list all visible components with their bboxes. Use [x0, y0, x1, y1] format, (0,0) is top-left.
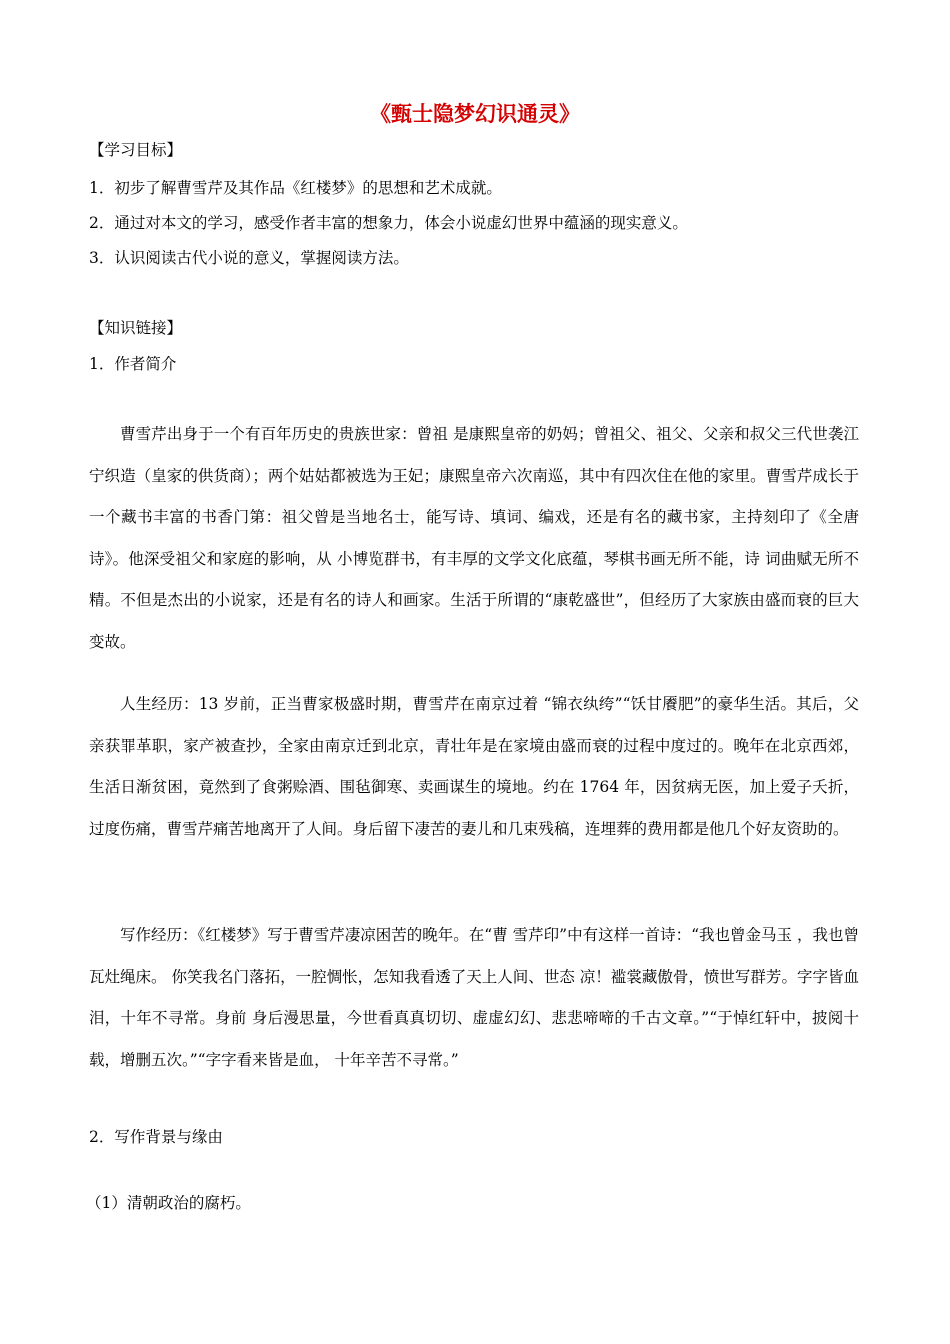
goal-item: 1．初步了解曹雪芹及其作品《红楼梦》的思想和艺术成就。 [89, 179, 502, 197]
writing-experience-paragraph: 写作经历：《红楼梦》写于曹雪芹凄凉困苦的晚年。在“曹 雪芹印”中有这样一首诗：“我也曾金马玉 ，我也曾瓦灶绳床。 你笑我名门落拓，一腔惆怅，怎知我看透了天上人间、世态 凉！褴裳藏傲骨，愤世写群芳。字字皆血泪，十年不寻常。身前 身后漫思量，今世看真真切切、虚虚幻幻、悲悲啼啼的千古文章。”“于悼红轩中，披阅十载，增删五次。”“字字看来皆是血， 十年辛苦不寻常。” [89, 926, 859, 1069]
knowledge-heading: 【知识链接】 [89, 319, 183, 337]
document-title: 《甄士隐梦幻识通灵》 [370, 102, 580, 126]
goals-heading: 【学习目标】 [89, 141, 183, 159]
goal-item: 3．认识阅读古代小说的意义，掌握阅读方法。 [89, 249, 409, 267]
section-item-author: 1．作者简介 [89, 355, 177, 373]
section-item-background: 2．写作背景与缘由 [89, 1128, 223, 1146]
author-bio-paragraph: 曹雪芹出身于一个有百年历史的贵族世家：曾祖 是康熙皇帝的奶妈；曾祖父、祖父、父亲和叔父三代世袭江宁织造（皇家的供货商）；两个姑姑都被选为王妃；康熙皇帝六次南巡，其中有四次住在他的家里。曹雪芹成长于一个藏书丰富的书香门第：祖父曾是当地名士，能写诗、填词、编戏，还是有名的藏书家，主持刻印了《全唐诗》。他深受祖父和家庭的影响，从 小博览群书，有丰厚的文学文化底蕴，琴棋书画无所不能，诗 词曲赋无所不精。不但是杰出的小说家，还是有名的诗人和画家。生活于所谓的“康乾盛世”，但经历了大家族由盛而衰的巨大变故。 [89, 425, 859, 651]
background-subitem: （1）清朝政治的腐朽。 [86, 1194, 251, 1212]
life-experience-paragraph: 人生经历：13 岁前，正当曹家极盛时期，曹雪芹在南京过着 “锦衣纨绔”“饫甘餍肥”的豪华生活。其后，父亲获罪革职，家产被查抄，全家由南京迁到北京，青壮年是在家境由盛而衰的过程中度过的。晚年在北京西郊，生活日渐贫困，竟然到了食粥赊酒、围毡御寒、卖画谋生的境地。约在 1764 年，因贫病无医，加上爱子夭折，过度伤痛，曹雪芹痛苦地离开了人间。身后留下凄苦的妻儿和几束残稿，连埋葬的费用都是他几个好友资助的。 [89, 695, 859, 838]
goal-item: 2．通过对本文的学习，感受作者丰富的想象力，体会小说虚幻世界中蕴涵的现实意义。 [89, 214, 688, 232]
